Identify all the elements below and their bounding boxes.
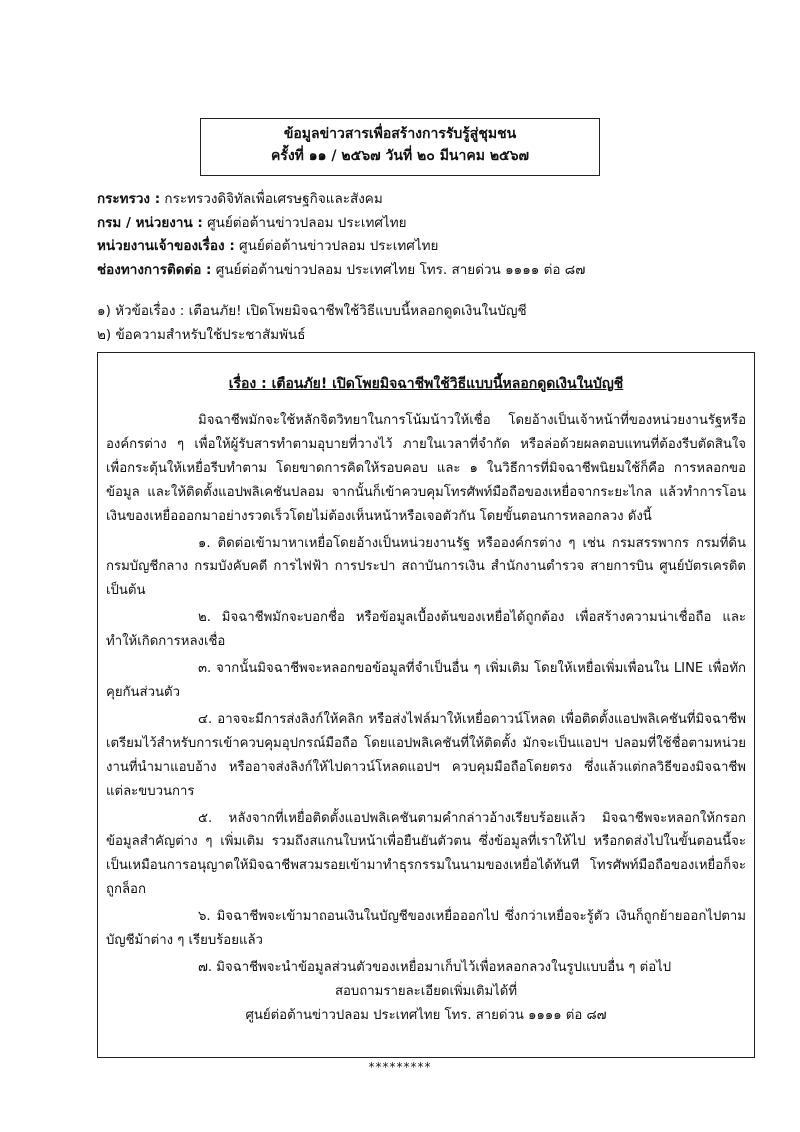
topic-item-1: ๑) หัวข้อเรื่อง : เตือนภัย! เปิดโพยมิจฉาชีพใช้วิธีแบบนี้หลอกดูดเงินในบัญชี: [97, 303, 527, 319]
meta-department-value: ศูนย์ต่อต้านข่าวปลอม ประเทศไทย: [207, 214, 407, 231]
meta-owner-value: ศูนย์ต่อต้านข่าวปลอม ประเทศไทย: [239, 238, 439, 254]
press-message-body: [106, 409, 746, 980]
header-title: ข้อมูลข่าวสารเพื่อสร้างการรับรู้สู่ชุมชน: [283, 126, 517, 142]
meta-owner-label: หน่วยงานเจ้าของเรื่อง :: [97, 238, 235, 254]
meta-department: [97, 212, 757, 236]
step-2: ๒. มิจฉาชีพมักจะบอกชื่อ หรือข้อมูลเบื้องต้นของเหยื่อได้ถูกต้อง เพื่อสร้างความน่าเชื่อถือ และทำให้เกิดการหลงเชื่อ: [106, 610, 746, 650]
press-message-box: [97, 352, 755, 1058]
meta-ministry-label: กระทรวง :: [97, 191, 161, 207]
step-6: ๖. มิจฉาชีพจะเข้ามาถอนเงินในบัญชีของเหยื่อออกไป ซึ่งกว่าเหยื่อจะรู้ตัว เงินก็ถูกย้ายออกไปตามบัญชีม้าต่าง ๆ เรียบร้อยแล้ว: [106, 909, 746, 949]
meta-ministry: [97, 188, 757, 212]
step-5: ๕. หลังจากที่เหยื่อติดตั้งแอปพลิเคชันตามคำกล่าวอ้างเรียบร้อยแล้ว มิจฉาชีพจะหลอกให้กรอกข้อมูลสำคัญต่าง ๆ เพิ่มเติม รวมถึงสแกนใบหน้าเพื่อยืนยันตัวตน ซึ่งข้อมูลที่เราให้ไป หรือกดส่งไปในขั้นตอนนี้จะเป็นเหมือนการอนุญาตให้มิจฉาชีพสวมรอยเข้ามาทำธุรกรรมในนามของเหยื่อได้ทันที โทรศัพท์มือถือของเหยื่อก็จะถูกล็อก: [106, 810, 746, 898]
meta-owner: [97, 235, 757, 259]
topics-list: [97, 300, 527, 347]
intro-paragraph: มิจฉาชีพมักจะใช้หลักจิตวิทยาในการโน้มน้าวให้เชื่อ โดยอ้างเป็นเจ้าหน้าที่ของหน่วยงานรัฐหรือองค์กรต่าง ๆ เพื่อให้ผู้รับสารทำตามอุบายที่วางไว้ ภายในเวลาที่จำกัด หรือล่อด้วยผลตอบแทนที่ต้องรีบตัดสินใจ เพื่อกระตุ้นให้เหยื่อรีบทำตาม โดยขาดการคิดให้รอบคอบ และ ๑ ในวิธีการที่มิจฉาชีพนิยมใช้ก็คือ การหลอกขอข้อมูล และให้ติดตั้งแอปพลิเคชันปลอม จากนั้นก็เข้าควบคุมโทรศัพท์มือถือของเหยื่อจากระยะไกล แล้วทำการโอนเงินของเหยื่อออกมาอย่างรวดเร็วโดยไม่ต้องเห็นหน้าหรือเจอตัวกัน โดยขั้นตอนการหลอกลวง ดังนี้: [106, 413, 746, 524]
step-7: ๗. มิจฉาชีพจะนำข้อมูลส่วนตัวของเหยื่อมาเก็บไว้เพื่อหลอกลวงในรูปแบบอื่น ๆ ต่อไป: [198, 959, 672, 975]
meta-contact: [97, 259, 757, 283]
step-4: ๔. อาจจะมีการส่งลิงก์ให้คลิก หรือส่งไฟล์มาให้เหยื่อดาวน์โหลด เพื่อติดตั้งแอปพลิเคชันที่มิจฉาชีพเตรียมไว้สำหรับการเข้าควบคุมอุปกรณ์มือถือ โดยแอปพลิเคชันที่ให้ติดตั้ง มักจะเป็นแอปฯ ปลอมที่ใช้ชื่อตามหน่วยงานที่นำมาแอบอ้าง หรืออาจส่งลิงก์ให้ไปดาวน์โหลดแอปฯ ควบคุมมือถือโดยตรง ซึ่งแล้วแต่กลวิธีของมิจฉาชีพแต่ละขบวนการ: [106, 711, 746, 799]
document-meta: [97, 188, 757, 282]
meta-ministry-value: กระทรวงดิจิทัลเพื่อเศรษฐกิจและสังคม: [164, 191, 383, 207]
press-message-title: เรื่อง : เตือนภัย! เปิดโพยมิจฉาชีพใช้วิธีแบบนี้หลอกดูดเงินในบัญชี: [228, 376, 624, 392]
footer-line-1: สอบถามรายละเอียดเพิ่มเติมได้ที่: [334, 983, 518, 999]
step-3: ๓. จากนั้นมิจฉาชีพจะหลอกขอข้อมูลที่จำเป็นอื่น ๆ เพิ่มเติม โดยให้เหยื่อเพิ่มเพื่อนใน LINE เพื่อทักคุยกันส่วนตัว: [106, 661, 746, 700]
step-1: ๑. ติดต่อเข้ามาหาเหยื่อโดยอ้างเป็นหน่วยงานรัฐ หรือองค์กรต่าง ๆ เช่น กรมสรรพากร กรมที่ดิน กรมบัญชีกลาง กรมบังคับคดี การไฟฟ้า การประปา สถาบันการเงิน สำนักงานตำรวจ สายการบิน ศูนย์บัตรเครดิต เป็นต้น: [106, 535, 746, 599]
end-mark: *********: [368, 1060, 432, 1074]
meta-contact-value: ศูนย์ต่อต้านข่าวปลอม ประเทศไทย โทร. สายด่วน ๑๑๑๑ ต่อ ๘๗: [215, 261, 586, 278]
header-issue-date: ครั้งที่ ๑๑ / ๒๕๖๗ วันที่ ๒๐ มีนาคม ๒๕๖๗: [270, 148, 530, 164]
meta-department-label: กรม / หน่วยงาน :: [97, 214, 203, 231]
document-header-box: [200, 118, 600, 176]
meta-contact-label: ช่องทางการติดต่อ :: [97, 261, 212, 278]
contact-footer: [106, 980, 746, 1028]
topic-item-2: ๒) ข้อความสำหรับใช้ประชาสัมพันธ์: [97, 326, 306, 343]
footer-line-2: ศูนย์ต่อต้านข่าวปลอม ประเทศไทย โทร. สายด่วน ๑๑๑๑ ต่อ ๘๗: [245, 1007, 607, 1023]
